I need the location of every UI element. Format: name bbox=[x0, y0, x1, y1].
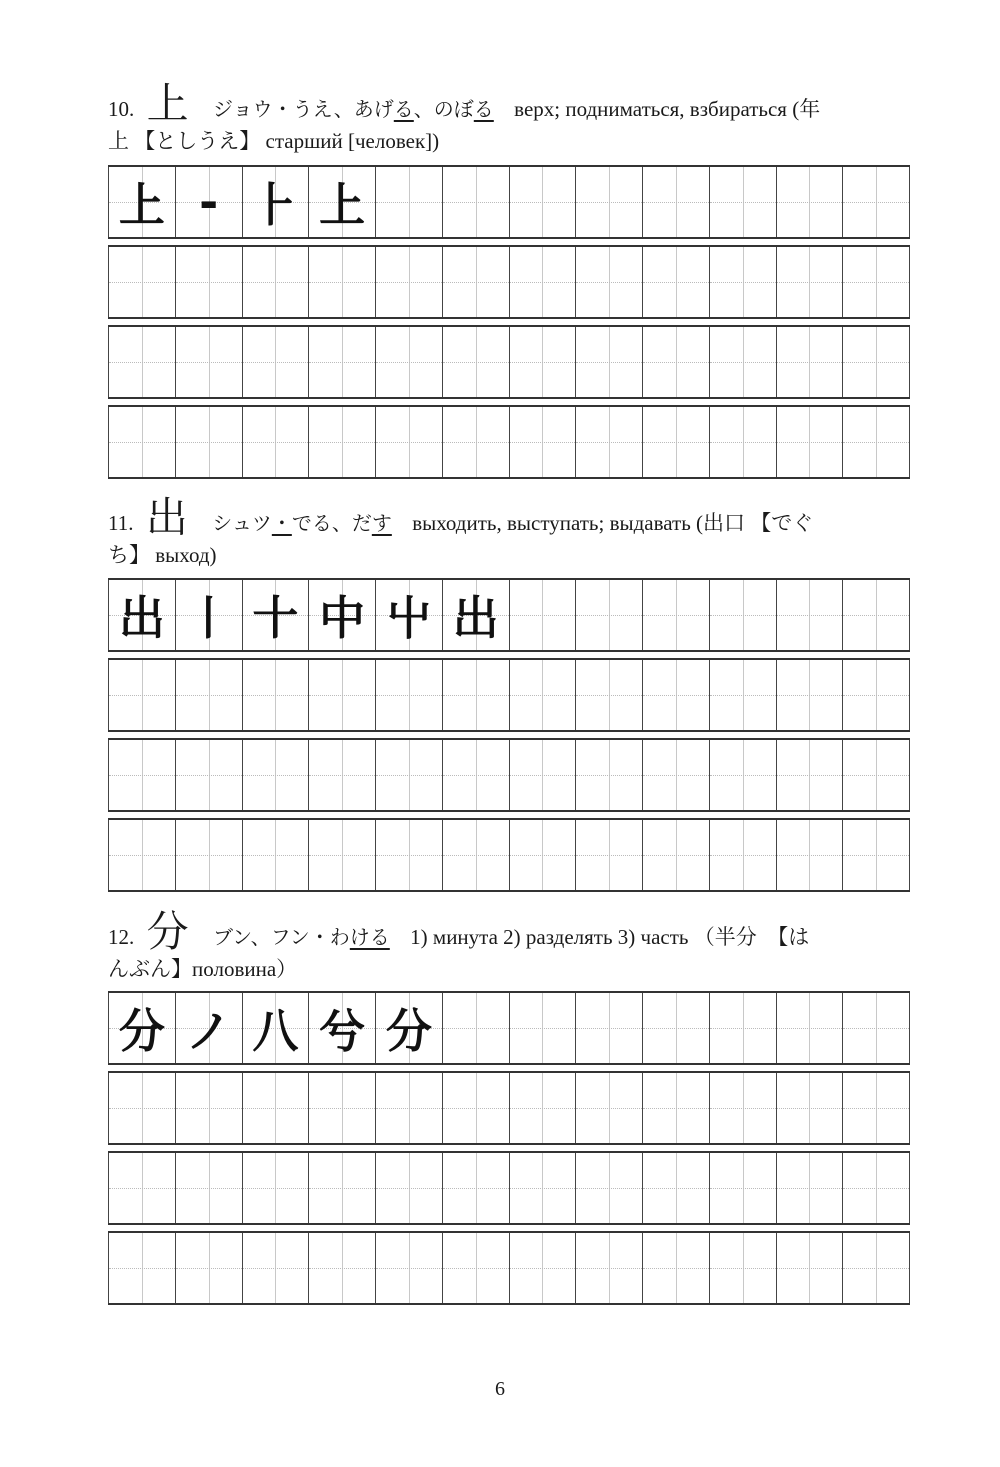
practice-cell[interactable] bbox=[443, 167, 510, 237]
practice-cell[interactable] bbox=[510, 993, 577, 1063]
practice-cell[interactable] bbox=[243, 167, 310, 237]
practice-cell[interactable] bbox=[376, 660, 443, 730]
practice-cell[interactable] bbox=[309, 407, 376, 477]
practice-cell[interactable] bbox=[376, 820, 443, 890]
practice-cell[interactable] bbox=[309, 247, 376, 317]
practice-cell[interactable] bbox=[108, 820, 176, 890]
practice-cell[interactable] bbox=[843, 1233, 910, 1303]
entry-reading: ジョウ・うえ、あげる、のぼる bbox=[212, 97, 494, 121]
practice-cell[interactable] bbox=[309, 1073, 376, 1143]
practice-cell[interactable] bbox=[643, 327, 710, 397]
practice-cell[interactable] bbox=[243, 820, 310, 890]
practice-cell[interactable] bbox=[710, 1233, 777, 1303]
stroke-order-glyph: 出 bbox=[118, 591, 165, 645]
practice-cell[interactable] bbox=[309, 820, 376, 890]
entry-number: 11. bbox=[108, 511, 134, 535]
entry-gloss: верх; подниматься, взбираться (年 bbox=[514, 97, 821, 121]
practice-cell[interactable] bbox=[243, 660, 310, 730]
practice-cell[interactable] bbox=[843, 740, 910, 810]
practice-cell[interactable] bbox=[443, 247, 510, 317]
practice-cell[interactable] bbox=[710, 247, 777, 317]
practice-cell[interactable] bbox=[243, 580, 310, 650]
practice-cell[interactable] bbox=[710, 660, 777, 730]
practice-row bbox=[108, 738, 910, 812]
entry-gloss-continued: んぶん】половина） bbox=[108, 957, 298, 981]
practice-cell[interactable] bbox=[510, 1073, 577, 1143]
practice-cell[interactable] bbox=[777, 1153, 844, 1223]
practice-cell[interactable] bbox=[309, 167, 376, 237]
practice-cell[interactable] bbox=[176, 1153, 243, 1223]
practice-cell[interactable] bbox=[243, 740, 310, 810]
page-number: 6 bbox=[495, 1378, 505, 1400]
practice-cell[interactable] bbox=[576, 660, 643, 730]
entry-kanji: 出 bbox=[145, 493, 188, 542]
practice-cell[interactable] bbox=[376, 1073, 443, 1143]
practice-cell[interactable] bbox=[510, 407, 577, 477]
practice-cell[interactable] bbox=[176, 167, 243, 237]
practice-cell[interactable] bbox=[443, 1153, 510, 1223]
practice-cell[interactable] bbox=[843, 1073, 910, 1143]
practice-cell[interactable] bbox=[643, 1073, 710, 1143]
practice-row bbox=[108, 1151, 910, 1225]
practice-cell[interactable] bbox=[176, 820, 243, 890]
practice-cell[interactable] bbox=[777, 1233, 844, 1303]
stroke-order-row bbox=[108, 578, 910, 652]
practice-cell[interactable] bbox=[176, 740, 243, 810]
practice-cell[interactable] bbox=[710, 993, 777, 1063]
practice-cell[interactable] bbox=[843, 660, 910, 730]
stroke-order-glyph: ノ bbox=[185, 1004, 232, 1058]
practice-cell[interactable] bbox=[510, 1233, 577, 1303]
practice-row bbox=[108, 658, 910, 732]
practice-cell[interactable] bbox=[443, 1073, 510, 1143]
practice-cell[interactable] bbox=[643, 407, 710, 477]
practice-cell[interactable] bbox=[510, 167, 577, 237]
practice-cell[interactable] bbox=[176, 660, 243, 730]
practice-cell[interactable] bbox=[309, 580, 376, 650]
practice-cell[interactable] bbox=[510, 247, 577, 317]
entry-gloss: 1) минута 2) разделять 3) часть （半分 【は bbox=[410, 925, 810, 949]
practice-cell[interactable] bbox=[108, 1073, 176, 1143]
practice-cell[interactable] bbox=[443, 407, 510, 477]
practice-cell[interactable] bbox=[243, 1153, 310, 1223]
practice-cell[interactable] bbox=[576, 580, 643, 650]
practice-cell[interactable] bbox=[710, 820, 777, 890]
practice-cell[interactable] bbox=[309, 1233, 376, 1303]
practice-cell[interactable] bbox=[576, 327, 643, 397]
practice-cell[interactable] bbox=[243, 993, 310, 1063]
practice-cell[interactable] bbox=[510, 820, 577, 890]
practice-cell[interactable] bbox=[710, 167, 777, 237]
practice-cell[interactable] bbox=[643, 820, 710, 890]
practice-cell[interactable] bbox=[176, 407, 243, 477]
practice-cell[interactable] bbox=[576, 167, 643, 237]
practice-cell[interactable] bbox=[643, 1233, 710, 1303]
practice-cell[interactable] bbox=[108, 247, 176, 317]
stroke-order-glyph: 上 bbox=[319, 178, 366, 232]
practice-cell[interactable] bbox=[777, 1073, 844, 1143]
practice-cell[interactable] bbox=[843, 407, 910, 477]
practice-cell[interactable] bbox=[777, 740, 844, 810]
entry-gloss-continued: ち】 выход) bbox=[108, 543, 217, 567]
practice-cell[interactable] bbox=[576, 1153, 643, 1223]
practice-cell[interactable] bbox=[443, 820, 510, 890]
practice-cell[interactable] bbox=[376, 167, 443, 237]
practice-row bbox=[108, 325, 910, 399]
entry-reading: ブン、フン・わける bbox=[212, 925, 390, 949]
practice-cell[interactable] bbox=[843, 993, 910, 1063]
practice-cell[interactable] bbox=[309, 1153, 376, 1223]
practice-cell[interactable] bbox=[843, 167, 910, 237]
stroke-order-glyph: 十 bbox=[252, 591, 299, 645]
practice-cell[interactable] bbox=[576, 993, 643, 1063]
entry-kanji: 上 bbox=[146, 79, 189, 128]
practice-cell[interactable] bbox=[176, 327, 243, 397]
practice-cell[interactable] bbox=[777, 167, 844, 237]
practice-cell[interactable] bbox=[376, 580, 443, 650]
stroke-order-row bbox=[108, 991, 910, 1065]
practice-cell[interactable] bbox=[243, 327, 310, 397]
practice-cell[interactable] bbox=[843, 327, 910, 397]
practice-cell[interactable] bbox=[376, 1153, 443, 1223]
practice-cell[interactable] bbox=[108, 327, 176, 397]
practice-cell[interactable] bbox=[710, 1073, 777, 1143]
practice-cell[interactable] bbox=[510, 1153, 577, 1223]
practice-cell[interactable] bbox=[843, 820, 910, 890]
practice-cell[interactable] bbox=[443, 660, 510, 730]
entry-number: 12. bbox=[108, 925, 135, 949]
practice-cell[interactable] bbox=[376, 407, 443, 477]
entry-gloss-continued: 上 【としうえ】 старший [человек]) bbox=[108, 129, 440, 153]
practice-cell[interactable] bbox=[443, 327, 510, 397]
stroke-order-glyph: 八 bbox=[252, 1004, 299, 1058]
practice-cell[interactable] bbox=[643, 167, 710, 237]
entry-header bbox=[108, 907, 912, 985]
entry-gloss: выходить, выступать; выдавать (出口 【でぐ bbox=[412, 511, 814, 535]
practice-cell[interactable] bbox=[576, 247, 643, 317]
practice-cell[interactable] bbox=[710, 327, 777, 397]
practice-cell[interactable] bbox=[376, 247, 443, 317]
practice-cell[interactable] bbox=[777, 820, 844, 890]
practice-cell[interactable] bbox=[108, 660, 176, 730]
practice-cell[interactable] bbox=[643, 247, 710, 317]
stroke-order-glyph: 中 bbox=[319, 591, 366, 645]
practice-cell[interactable] bbox=[510, 580, 577, 650]
practice-cell[interactable] bbox=[710, 740, 777, 810]
practice-cell[interactable] bbox=[576, 1233, 643, 1303]
practice-cell[interactable] bbox=[576, 1073, 643, 1143]
practice-cell[interactable] bbox=[710, 407, 777, 477]
practice-cell[interactable] bbox=[376, 1233, 443, 1303]
stroke-order-glyph: - bbox=[199, 175, 219, 229]
entry-header bbox=[108, 493, 912, 571]
entry-number: 10. bbox=[108, 97, 135, 121]
practice-cell[interactable] bbox=[376, 327, 443, 397]
practice-cell[interactable] bbox=[443, 1233, 510, 1303]
practice-cell[interactable] bbox=[843, 247, 910, 317]
practice-cell[interactable] bbox=[108, 167, 176, 237]
practice-cell[interactable] bbox=[108, 1153, 176, 1223]
practice-cell[interactable] bbox=[176, 1233, 243, 1303]
practice-cell[interactable] bbox=[243, 407, 310, 477]
practice-cell[interactable] bbox=[176, 993, 243, 1063]
practice-cell[interactable] bbox=[777, 407, 844, 477]
practice-row bbox=[108, 818, 910, 892]
practice-cell[interactable] bbox=[108, 580, 176, 650]
practice-cell[interactable] bbox=[443, 740, 510, 810]
practice-row bbox=[108, 1071, 910, 1145]
practice-row bbox=[108, 1231, 910, 1305]
entry-reading: シュツ・でる、だす bbox=[212, 511, 392, 535]
stroke-order-glyph: 丨 bbox=[185, 591, 232, 645]
practice-cell[interactable] bbox=[443, 993, 510, 1063]
practice-cell[interactable] bbox=[309, 327, 376, 397]
practice-cell[interactable] bbox=[443, 580, 510, 650]
practice-cell[interactable] bbox=[643, 660, 710, 730]
practice-cell[interactable] bbox=[710, 580, 777, 650]
practice-cell[interactable] bbox=[176, 580, 243, 650]
practice-cell[interactable] bbox=[309, 740, 376, 810]
practice-cell[interactable] bbox=[576, 740, 643, 810]
practice-cell[interactable] bbox=[643, 580, 710, 650]
practice-cell[interactable] bbox=[376, 740, 443, 810]
stroke-order-glyph: ⺊ bbox=[252, 178, 299, 232]
practice-cell[interactable] bbox=[309, 660, 376, 730]
practice-cell[interactable] bbox=[510, 327, 577, 397]
practice-cell[interactable] bbox=[309, 993, 376, 1063]
stroke-order-row bbox=[108, 165, 910, 239]
practice-cell[interactable] bbox=[176, 1073, 243, 1143]
practice-cell[interactable] bbox=[243, 1073, 310, 1143]
practice-cell[interactable] bbox=[243, 1233, 310, 1303]
practice-cell[interactable] bbox=[108, 407, 176, 477]
practice-row bbox=[108, 405, 910, 479]
practice-cell[interactable] bbox=[777, 580, 844, 650]
practice-cell[interactable] bbox=[843, 580, 910, 650]
practice-cell[interactable] bbox=[777, 660, 844, 730]
entry-kanji: 分 bbox=[146, 907, 189, 956]
practice-cell[interactable] bbox=[510, 660, 577, 730]
stroke-order-glyph: 屮 bbox=[385, 591, 432, 645]
practice-cell[interactable] bbox=[510, 740, 577, 810]
practice-cell[interactable] bbox=[643, 740, 710, 810]
stroke-order-glyph: 出 bbox=[452, 591, 499, 645]
practice-cell[interactable] bbox=[643, 1153, 710, 1223]
practice-cell[interactable] bbox=[777, 993, 844, 1063]
practice-cell[interactable] bbox=[176, 247, 243, 317]
practice-cell[interactable] bbox=[108, 1233, 176, 1303]
practice-cell[interactable] bbox=[243, 247, 310, 317]
practice-cell[interactable] bbox=[777, 247, 844, 317]
practice-cell[interactable] bbox=[777, 327, 844, 397]
practice-cell[interactable] bbox=[108, 993, 176, 1063]
practice-cell[interactable] bbox=[843, 1153, 910, 1223]
practice-cell[interactable] bbox=[576, 820, 643, 890]
practice-row bbox=[108, 245, 910, 319]
stroke-order-glyph: 分 bbox=[118, 1004, 165, 1058]
practice-cell[interactable] bbox=[576, 407, 643, 477]
stroke-order-glyph: 兮 bbox=[319, 1004, 366, 1058]
practice-cell[interactable] bbox=[376, 993, 443, 1063]
stroke-order-glyph: 上 bbox=[118, 178, 165, 232]
practice-cell[interactable] bbox=[710, 1153, 777, 1223]
entry-header bbox=[108, 79, 912, 157]
practice-cell[interactable] bbox=[108, 740, 176, 810]
stroke-order-glyph: 分 bbox=[385, 1004, 432, 1058]
practice-cell[interactable] bbox=[643, 993, 710, 1063]
